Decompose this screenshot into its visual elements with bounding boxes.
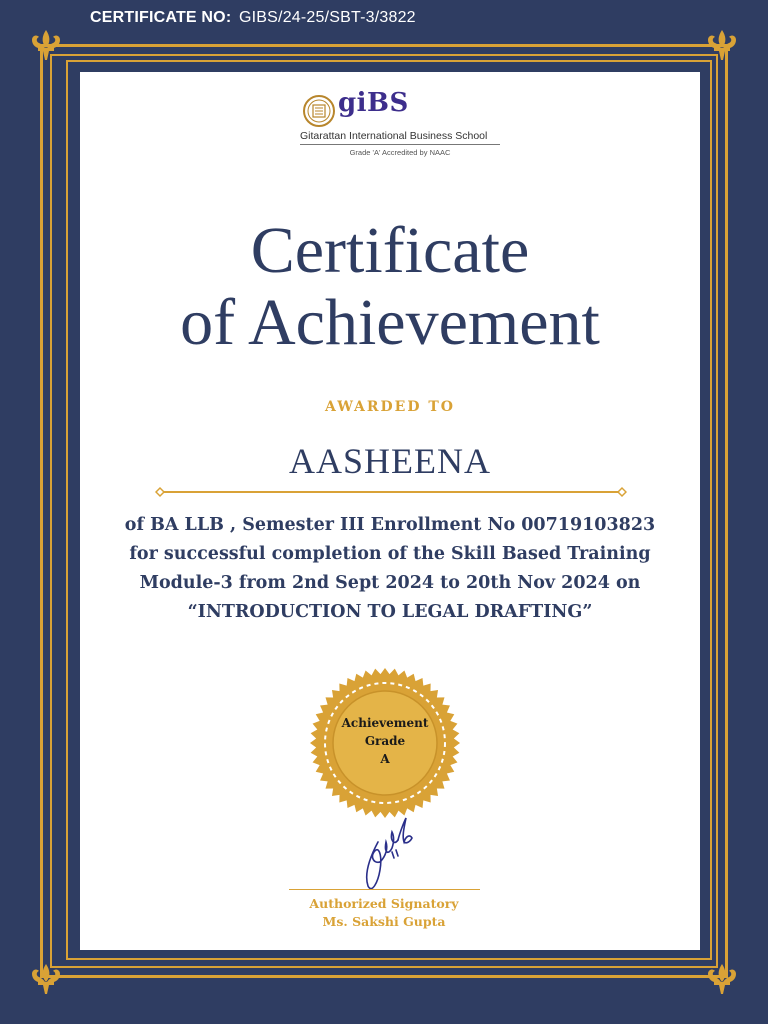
certificate-body: [80, 511, 700, 627]
fleur-de-lis-icon: [26, 26, 66, 66]
body-line: of BA LLB , Semester III Enrollment No 00719103823: [124, 515, 656, 535]
certificate-number: [90, 9, 416, 27]
signatory-name: Ms. Sakshi Gupta: [322, 914, 446, 929]
awarded-to-label: AWARDED TO: [325, 399, 455, 415]
institution-brand: giBS: [338, 88, 409, 118]
institution-logo: [300, 88, 500, 162]
signature-rule: [289, 889, 480, 890]
recipient-name: AASHEENA: [289, 441, 491, 481]
fleur-de-lis-icon: [26, 960, 66, 1000]
body-line: for successful completion of the Skill Based Training: [129, 544, 651, 564]
seal-line-grade: Grade: [364, 734, 406, 748]
certificate-number-value: GIBS/24-25/SBT-3/3822: [239, 9, 416, 26]
crest-icon: [302, 94, 336, 128]
body-line: Module-3 from 2nd Sept 2024 to 20th Nov 2024 on: [139, 573, 641, 593]
seal-line-grade-value: A: [380, 752, 390, 766]
certificate-title-line1: Certificate: [250, 214, 530, 287]
fleur-de-lis-icon: [702, 960, 742, 1000]
handwritten-signature: [350, 812, 420, 894]
certificate-title-line2: of Achievement: [180, 286, 600, 359]
fleur-de-lis-icon: [702, 26, 742, 66]
institution-accreditation: Grade 'A' Accredited by NAAC: [349, 148, 451, 157]
institution-full-name: Gitarattan International Business School: [300, 130, 500, 145]
seal-line-achievement: Achievement: [341, 716, 429, 730]
seal-text: [309, 714, 461, 768]
body-line: “INTRODUCTION TO LEGAL DRAFTING”: [187, 602, 593, 622]
name-underline-rule: [155, 486, 627, 498]
signatory-title: Authorized Signatory: [309, 896, 459, 911]
certificate-number-label: CERTIFICATE NO:: [90, 9, 232, 26]
